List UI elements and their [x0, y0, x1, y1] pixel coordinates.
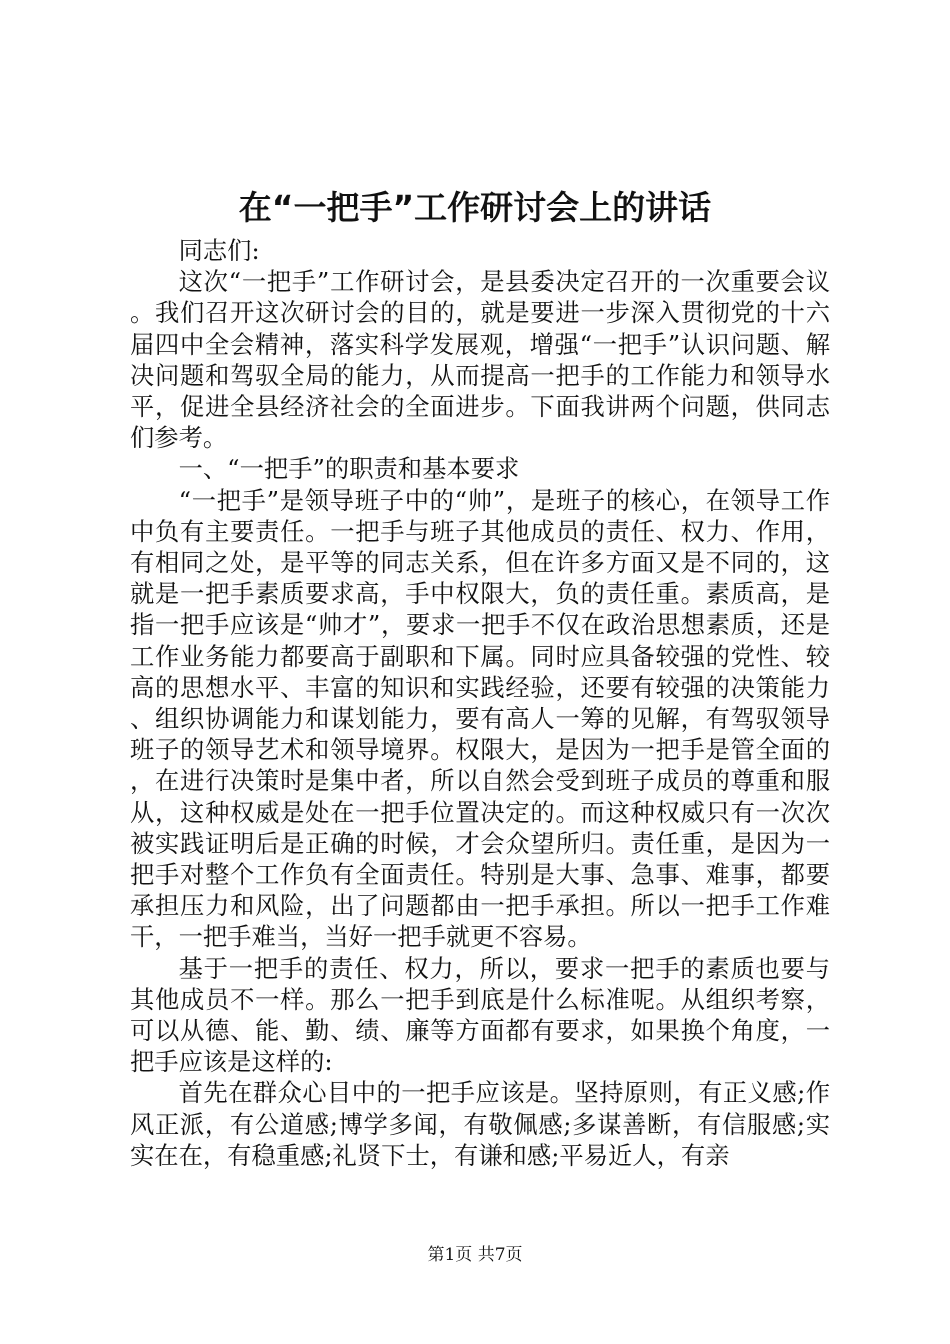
intro-paragraph: 这次“一把手”工作研讨会，是县委决定召开的一次重要会议。我们召开这次研讨会的目的，就是要进一步深入贯彻党的十六届四中全会精神，落实科学发展观，增强“一把手”认识问题、解决问题和驾驭全局的能力，从而提高一把手的工作能力和领导水平，促进全县经济社会的全面进步。下面我讲两个问题，供同志们参考。	[130, 267, 830, 453]
page-number-footer: 第1页 共7页	[427, 1245, 523, 1265]
page-title: 在“一把手”工作研讨会上的讲话	[238, 188, 712, 227]
document-body	[130, 235, 830, 1171]
section-heading: 一、“一把手”的职责和基本要求	[178, 454, 520, 484]
body-paragraph: 首先在群众心目中的一把手应该是。坚持原则，有正义感;作风正派，有公道感;博学多闻，有敬佩感;多谋善断，有信服感;实实在在，有稳重感;礼贤下士，有谦和感;平易近人，有亲	[130, 1078, 830, 1170]
body-paragraph: 基于一把手的责任、权力，所以，要求一把手的素质也要与其他成员不一样。那么一把手到底是什么标准呢。从组织考察，可以从德、能、勤、绩、廉等方面都有要求，如果换个角度，一把手应该是这样的:	[130, 953, 830, 1077]
salutation-paragraph: 同志们:	[178, 236, 260, 265]
body-paragraph: “一把手”是领导班子中的“帅”，是班子的核心，在领导工作中负有主要责任。一把手与班子其他成员的责任、权力、作用，有相同之处，是平等的同志关系，但在许多方面又是不同的，这就是一把手素质要求高，手中权限大，负的责任重。素质高，是指一把手应该是“帅才”，要求一把手不仅在政治思想素质，还是工作业务能力都要高于副职和下属。同时应具备较强的党性、较高的思想水平、丰富的知识和实践经验，还要有较强的决策能力、组织协调能力和谋划能力，要有高人一筹的见解，有驾驭领导班子的领导艺术和领导境界。权限大，是因为一把手是管全面的，在进行决策时是集中者，所以自然会受到班子成员的尊重和服从，这种权威是处在一把手位置决定的。而这种权威只有一次次被实践证明后是正确的时候，才会众望所归。责任重，是因为一把手对整个工作负有全面责任。特别是大事、急事、难事，都要承担压力和风险，出了问题都由一把手承担。所以一把手工作难干，一把手难当，当好一把手就更不容易。	[130, 485, 830, 952]
